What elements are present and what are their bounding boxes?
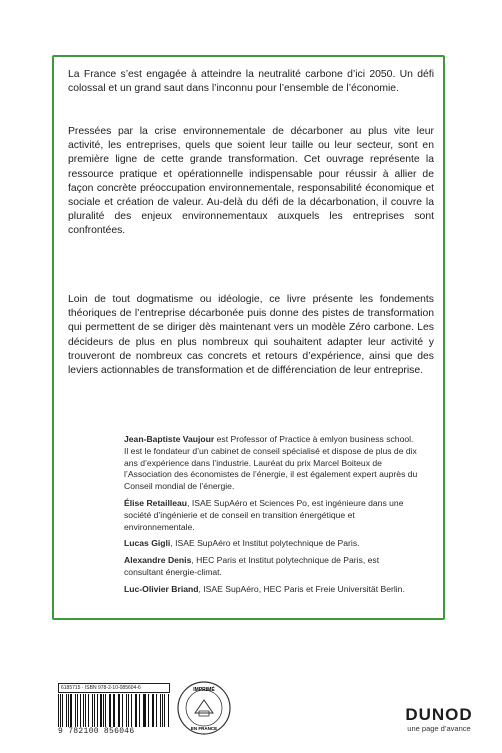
author-name: Luc-Olivier Briand bbox=[124, 583, 199, 594]
barcode-bar bbox=[139, 694, 140, 727]
barcode-bar bbox=[80, 694, 81, 727]
barcode-bar bbox=[148, 694, 149, 727]
barcode-bar bbox=[105, 694, 106, 727]
paragraph-body: Pressées par la crise environnementale de décarboner au plus vite leur activité, les entreprises, quels que soient leur taille ou leur secteur, sont en première ligne de cette grande transformation. Cet ouvrage représente la ressource pratique et opérationnelle indispensable pour réussir à allier de façon concrète préoccupation environnementale, responsabilité économique et sociale et création de valeur. Au-delà du défi de la décarbonation, il couvre la pluralité des enjeux environnementaux auxquels les entreprises sont confrontées. bbox=[68, 126, 434, 237]
author-bios bbox=[124, 434, 420, 601]
barcode-bar bbox=[68, 694, 69, 727]
barcode-bar bbox=[162, 694, 163, 727]
barcode-bar bbox=[164, 694, 165, 727]
author-entry bbox=[124, 498, 420, 533]
author-name: Alexandre Denis bbox=[124, 555, 192, 566]
publisher-name: DUNOD bbox=[405, 705, 473, 724]
barcode-bar bbox=[118, 694, 119, 727]
barcode-digits: 9 782100 856046 bbox=[58, 727, 135, 736]
barcode-bar bbox=[113, 694, 114, 727]
paragraph-conclusion: Loin de tout dogmatisme ou idéologie, ce livre présente les fondements théoriques de l’entreprise décarbonée puis donne des pistes de transformation qui permettent de se diriger dès maintenant vers un modèle Zéro carbone. Les décideurs de plus en plus nombreux qui souhaitent adapter leur activité y trouveront de nombreux cas concrets et retours d’expérience, ainsi que des leviers actionnables de transformation et de différenciation de leur entreprise. bbox=[68, 294, 434, 377]
author-name: Élise Retailleau bbox=[124, 497, 188, 508]
barcode-bar bbox=[88, 694, 89, 727]
author-bio: est Professor of Practice à emlyon business school. Il est le fondateur d’un cabinet de conseil spécialisé et dispose de plus de dix ans d’expérience dans l’industrie. Lauréat du prix Marcel Boiteux de l’Association des économistes de l’énergie, il est également expert auprès du Conseil mondial de l’énergie. bbox=[124, 434, 418, 492]
barcode-bar bbox=[144, 694, 146, 727]
barcode-bar bbox=[160, 694, 161, 727]
barcode-bar bbox=[77, 694, 78, 727]
barcode-bar bbox=[58, 694, 59, 727]
author-entry bbox=[124, 538, 420, 550]
author-name: Lucas Gigli bbox=[124, 538, 171, 549]
barcode-bar bbox=[66, 694, 67, 727]
barcode-bars bbox=[58, 694, 170, 727]
barcode-bar bbox=[60, 694, 61, 727]
author-entry bbox=[124, 584, 420, 596]
publisher-logo bbox=[404, 706, 474, 733]
author-bio: , ISAE SupAéro et Sciences Po, est ingénieure dans une société d’ingénierie et de conseil en transition énergétique et environnementale. bbox=[124, 497, 404, 532]
author-name: Jean-Baptiste Vaujour bbox=[124, 434, 215, 444]
barcode-bar bbox=[85, 694, 86, 727]
publisher-tagline: une page d’avance bbox=[407, 724, 471, 733]
barcode-bar bbox=[136, 694, 137, 727]
isbn-code-line: 6185715 · ISBN 978-2-10-085604-6 bbox=[58, 683, 170, 693]
barcode-bar bbox=[143, 694, 144, 727]
barcode-bar bbox=[156, 694, 157, 727]
author-bio: , ISAE SupAéro, HEC Paris et Freie Universität Berlin. bbox=[198, 583, 405, 594]
barcode-bar bbox=[153, 694, 154, 727]
author-bio: , HEC Paris et Institut polytechnique de Paris, est consultant énergie-climat. bbox=[124, 555, 380, 577]
barcode-bar bbox=[70, 694, 72, 727]
barcode-bar bbox=[92, 694, 94, 727]
barcode-bar bbox=[97, 694, 98, 727]
barcode-bar bbox=[100, 694, 101, 727]
barcode-bar bbox=[62, 694, 63, 727]
author-bio: , ISAE SupAéro et Institut polytechnique de Paris. bbox=[170, 538, 360, 549]
barcode-bar bbox=[109, 694, 110, 727]
barcode-bar bbox=[168, 694, 169, 727]
author-entry bbox=[124, 555, 420, 579]
barcode-bar bbox=[131, 694, 132, 727]
author-entry bbox=[124, 434, 420, 493]
barcode-bar bbox=[128, 694, 129, 727]
isbn-barcode bbox=[58, 683, 170, 736]
barcode-bar bbox=[94, 694, 95, 727]
barcode-bar bbox=[103, 694, 104, 727]
printed-in-france-seal bbox=[176, 680, 232, 736]
barcode-bar bbox=[119, 694, 120, 727]
paragraph-intro: La France s’est engagée à atteindre la neutralité carbone d’ici 2050. Un défi colossal et un grand saut dans l’inconnu pour l’ensemble de l’économie. bbox=[68, 69, 434, 95]
seal-top-text: IMPRIMÉ bbox=[193, 687, 215, 693]
barcode-bar bbox=[135, 694, 136, 727]
barcode-bar bbox=[126, 694, 127, 727]
seal-bottom-text: EN FRANCE bbox=[190, 726, 218, 731]
barcode-bar bbox=[83, 694, 84, 727]
barcode-bar bbox=[110, 694, 111, 727]
barcode-bar bbox=[75, 694, 76, 727]
barcode-bar bbox=[122, 694, 124, 727]
barcode-bar bbox=[152, 694, 153, 727]
